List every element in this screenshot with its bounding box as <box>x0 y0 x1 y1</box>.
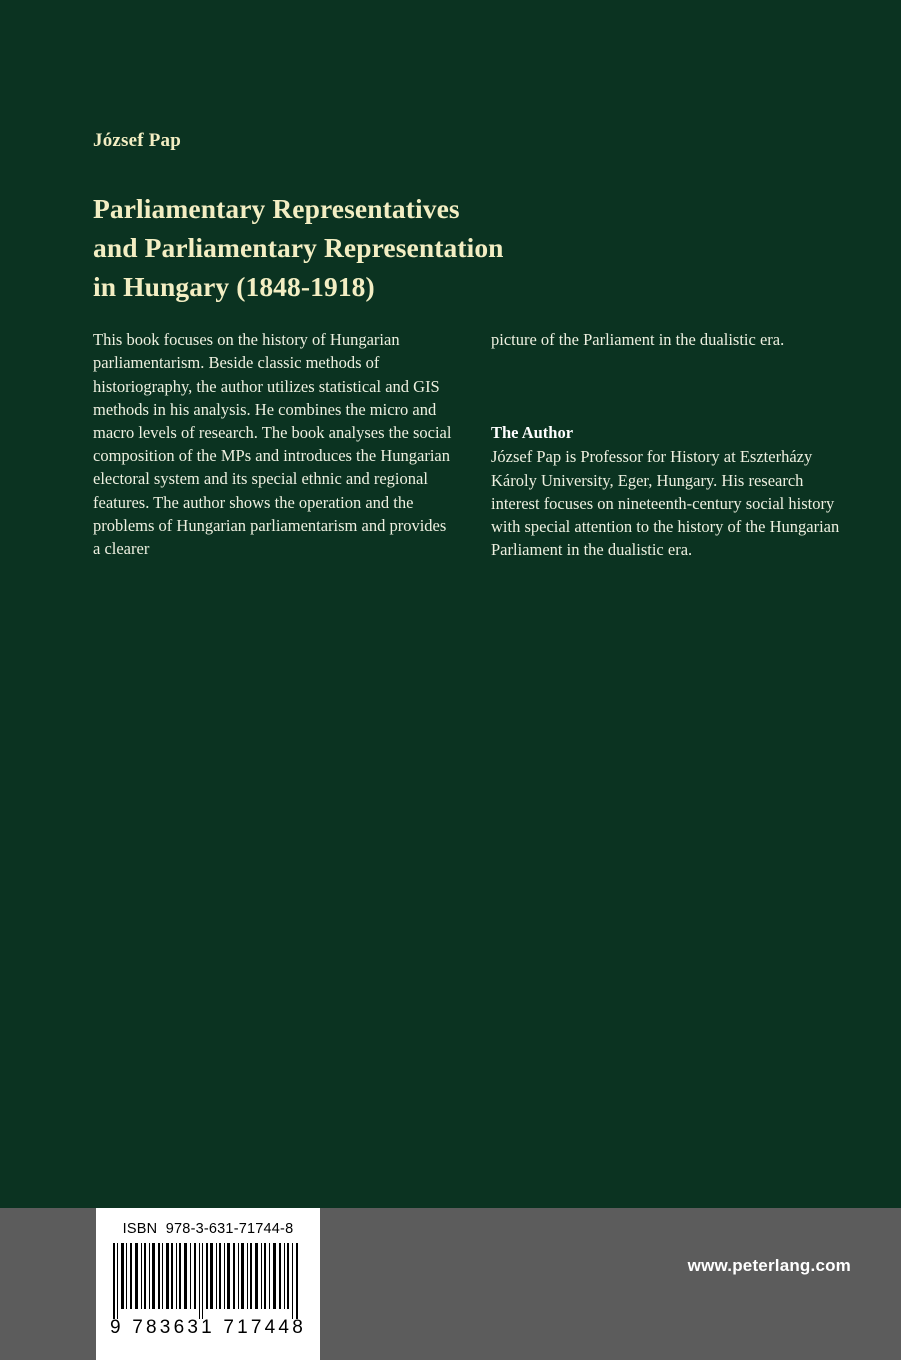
blurb-right-column <box>491 328 851 561</box>
title-line-2: and Parliamentary Representation <box>93 231 504 263</box>
author-section-heading: The Author <box>491 423 574 443</box>
isbn-number: 978-3-631-71744-8 <box>165 1221 294 1237</box>
cover-content <box>93 130 853 561</box>
column-spacer <box>491 351 851 423</box>
isbn-barcode-block <box>96 1208 320 1360</box>
publisher-website[interactable]: www.peterlang.com <box>687 1256 851 1275</box>
page-title <box>93 190 713 306</box>
blurb-left-column <box>93 328 453 561</box>
isbn-label: ISBN <box>122 1221 158 1237</box>
title-line-1: Parliamentary Representatives <box>93 193 460 224</box>
isbn-text <box>96 1208 320 1237</box>
barcode-image <box>110 1243 306 1319</box>
author-name: József Pap <box>93 130 182 151</box>
blurb-left-text: This book focuses on the history of Hungarian parliamentarism. Beside classic methods of historiography, the author utilizes statistical and GIS methods in his analysis. He combines the micro and macro levels of research. The book analyses the social composition of the MPs and introduces the Hungarian electoral system and its special ethnic and regional features. The author shows the operation and the problems of Hungarian parliamentarism and provides a clearer <box>93 330 452 558</box>
author-bio-text: József Pap is Professor for History at Eszterházy Károly University, Eger, Hungary. His research interest focuses on nineteenth-century social history with special attention to the history of the Hungarian Parliament in the dualistic era. <box>491 447 840 560</box>
footer-bar <box>0 1208 901 1360</box>
blurb-right-continuation: picture of the Parliament in the dualistic era. <box>491 330 785 350</box>
blurb-columns <box>93 328 853 561</box>
title-line-3: in Hungary (1848-1918) <box>93 270 375 302</box>
barcode-digits: 9 783631 717448 <box>110 1317 306 1338</box>
